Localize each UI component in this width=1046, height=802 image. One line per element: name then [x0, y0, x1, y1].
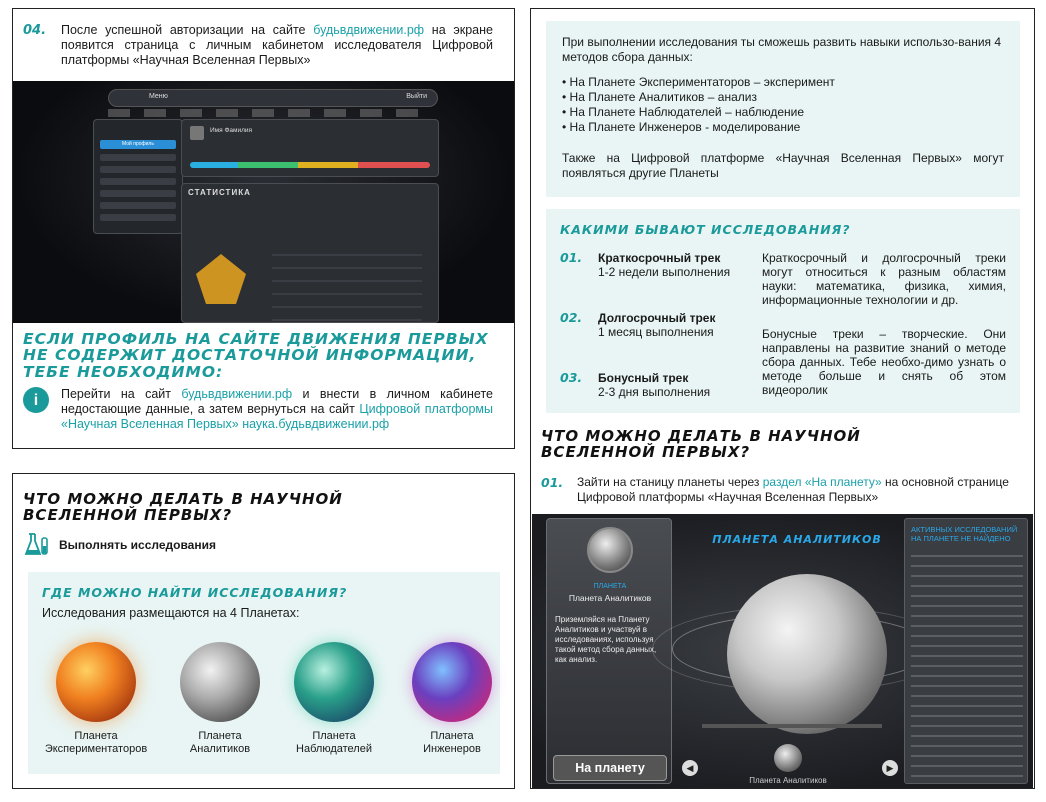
method-item: • На Планете Экспериментаторов – эксперимент [562, 75, 835, 89]
site-link[interactable]: будьвдвижении.рф [313, 23, 425, 37]
track-text [598, 371, 710, 399]
exit-button: Выйти [406, 93, 427, 100]
side-menu [93, 119, 183, 234]
planet-caption: ПЛАНЕТА [593, 583, 627, 590]
planet-observers [294, 642, 374, 722]
menu-button: Меню [149, 93, 168, 100]
step-number: 01. [541, 475, 564, 490]
flask-icon [23, 532, 51, 558]
side-active-item [100, 140, 176, 149]
platform-link[interactable]: Цифровой платформы «Научная Вселенная Первых» наука.будьвдвижении.рф [61, 402, 493, 431]
user-name: Имя Фамилия [210, 127, 253, 134]
method-item: • На Планете Инженеров - моделирование [562, 120, 801, 134]
where-heading: ГДЕ МОЖНО НАЙТИ ИССЛЕДОВАНИЯ? [42, 585, 348, 600]
planet-experimenters [56, 642, 136, 722]
step-text-part: Зайти на станицу планеты через [577, 475, 763, 489]
research-list-card [904, 518, 1028, 784]
right-panel [530, 8, 1035, 789]
planet-label-line: Наблюдателей [296, 743, 372, 755]
step-01 [541, 475, 1011, 505]
track-number: 03. [560, 370, 583, 385]
need-heading: ЕСЛИ ПРОФИЛЬ НА САЙТЕ ДВИЖЕНИЯ ПЕРВЫХ НЕ СОДЕРЖИТ ДОСТАТОЧНОЙ ИНФОРМАЦИИ, ТЕБЕ НЕОБХОДИМО: [23, 330, 489, 381]
kinds-box [546, 209, 1020, 413]
side-row [100, 178, 176, 185]
chevron-right-icon[interactable]: ▶ [882, 760, 898, 776]
planet-title: ПЛАНЕТА АНАЛИТИКОВ [712, 533, 882, 546]
step-number: 04. [23, 23, 47, 38]
info-text [61, 387, 493, 432]
step-text-part: на основной странице Цифровой платформы «Научная Вселенная Первых» [577, 475, 1009, 504]
track-sub: 1 месяц выполнения [598, 325, 714, 339]
methods-list [562, 75, 1004, 135]
side-active-label: Мой профиль [122, 141, 154, 147]
track-title: Долгосрочный трек [598, 311, 716, 325]
planet-avatar [587, 527, 633, 573]
methods-box [546, 21, 1020, 197]
track-sub: 1-2 недели выполнения [598, 265, 731, 279]
planet-image [727, 574, 887, 734]
action-row [23, 532, 216, 558]
planet-analysts [180, 642, 260, 722]
go-to-planet-button[interactable]: На планету [553, 755, 667, 781]
track-text [598, 251, 730, 279]
methods-outro: Также на Цифровой платформе «Научная Вселенная Первых» могут появляться другие Планеты [562, 151, 1004, 180]
step-text-part: на экране появится страница с личным кабинетом исследователя Цифровой платформы «Научная Вселенная Первых» [61, 23, 493, 67]
research-list [911, 555, 1023, 781]
left-top-panel [12, 8, 515, 449]
track-long [560, 311, 715, 339]
site-link[interactable]: будьвдвижении.рф [181, 387, 293, 401]
profile-card [181, 119, 439, 177]
track-text [598, 311, 715, 339]
avatar [190, 126, 204, 140]
research-empty-title: АКТИВНЫХ ИССЛЕДОВАНИЙ НА ПЛАНЕТЕ НЕ НАЙДЕНО [911, 525, 1018, 543]
track-title: Краткосрочный трек [598, 251, 721, 265]
method-item: • На Планете Аналитиков – анализ [562, 90, 757, 104]
side-row [100, 154, 176, 161]
planet-label-experimenters [36, 730, 156, 756]
info-icon: i [23, 387, 49, 413]
planet-thumb[interactable] [774, 744, 802, 772]
track-sub: 2-3 дня выполнения [598, 385, 711, 399]
where-box [28, 572, 500, 774]
planet-section-link[interactable]: раздел «На планету» [762, 475, 882, 489]
planet-engineers [412, 642, 492, 722]
chevron-left-icon[interactable]: ◀ [682, 760, 698, 776]
track-bonus [560, 371, 710, 399]
side-row [100, 166, 176, 173]
what-heading: ЧТО МОЖНО ДЕЛАТЬ В НАУЧНОЙ ВСЕЛЕННОЙ ПЕРВЫХ? [541, 427, 861, 461]
where-sub: Исследования размещаются на 4 Планетах: [42, 606, 300, 620]
planet-label-line: Планета [198, 730, 242, 742]
planet-label-line: Планета [74, 730, 118, 742]
nav-row [108, 109, 428, 117]
action-label: Выполнять исследования [59, 538, 216, 552]
planet-label-line: Инженеров [423, 743, 481, 755]
tracks-desc-2: Бонусные треки – творческие. Они направлены на развитие знаний о методе сбора данных. Тебе необхо-димо узнать о методе больше и снять об этом видеоролик [762, 327, 1006, 397]
planet-label-analysts [160, 730, 280, 756]
info-text-part: и внести в личном кабинете недостающие данные, а затем вернуться на сайт [61, 387, 493, 416]
track-number: 02. [560, 310, 583, 325]
side-row [100, 202, 176, 209]
tracks-desc-1: Краткосрочный и долгосрочный треки могут относиться к разным областям науки: математика, физика, химия, информационные технологии и др. [762, 251, 1006, 307]
planet-label-line: Экспериментаторов [44, 743, 148, 755]
stats-lines [272, 254, 422, 323]
planet-text: Приземляйся на Планету Аналитиков и участвуй в исследованиях, используя такой метод сбора данных, как анализ. [555, 615, 657, 664]
planet-label-engineers [392, 730, 512, 756]
info-row [23, 387, 493, 432]
topbar [108, 89, 438, 107]
planet-screenshot [532, 514, 1033, 788]
cabinet-screenshot [13, 81, 514, 323]
track-title: Бонусный трек [598, 371, 689, 385]
planet-name: Планета Аналитиков [568, 593, 652, 603]
planet-label-line: Планета [312, 730, 356, 742]
left-bottom-panel [12, 473, 515, 789]
info-text-part: Перейти на сайт [61, 387, 182, 401]
radar-chart [196, 254, 246, 304]
stats-card [181, 183, 439, 323]
track-short [560, 251, 730, 279]
side-row [100, 214, 176, 221]
method-item: • На Планете Наблюдателей – наблюдение [562, 105, 805, 119]
progress-bar [190, 162, 430, 168]
step-text [61, 23, 493, 68]
methods-intro: При выполнении исследования ты сможешь развить навыки использо-вания 4 методов сбора данных: [562, 35, 1002, 64]
track-number: 01. [560, 250, 583, 265]
step-text-part: После успешной авторизации на сайте [61, 23, 314, 37]
side-row [100, 190, 176, 197]
planet-label-observers [274, 730, 394, 756]
step-text [577, 475, 1011, 505]
step-04 [23, 23, 493, 68]
kinds-heading: КАКИМИ БЫВАЮТ ИССЛЕДОВАНИЯ? [560, 222, 851, 237]
what-heading: ЧТО МОЖНО ДЕЛАТЬ В НАУЧНОЙ ВСЕЛЕННОЙ ПЕРВЫХ? [23, 490, 343, 524]
planet-label-line: Аналитиков [189, 743, 251, 755]
carousel-slider[interactable] [702, 724, 882, 728]
planet-thumb-label: Планета Аналитиков [749, 776, 827, 785]
stats-title: СТАТИСТИКА [188, 188, 251, 197]
planet-label-line: Планета [430, 730, 474, 742]
